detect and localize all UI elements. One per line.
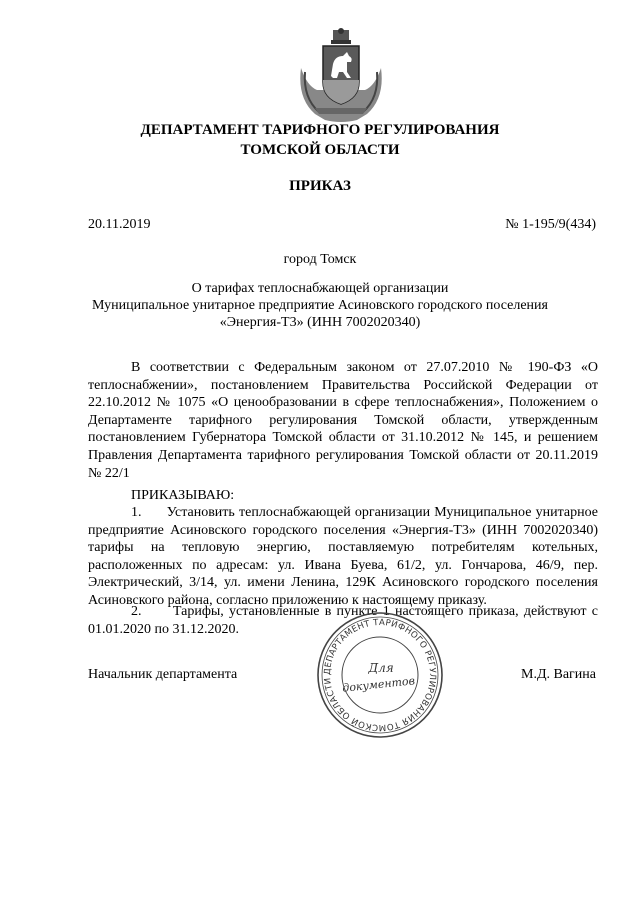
order-item-1: 1. Установить теплоснабжающей организации Муниципальное унитарное предприятие Асиновского городского поселения «Энергия-Т3» (ИНН 7002020340) тарифы на тепловую энергию, поставляемую потребителям котельных, расположенных по адресам: ул. Ивана Буева, 61/2, ул. Гончарова, 46/9, пер. Электрический, 3/14, ул. имени Ленина, 129К Асиновского городского поселения Асиновского района, согласно приложению к настоящему приказу. [88,505,598,608]
subject-line2: Муниципальное унитарное предприятие Асиновского городского поселения [92,298,548,313]
subject-line3: «Энергия-Т3» (ИНН 7002020340) [219,315,421,330]
subject-line1: О тарифах теплоснабжающей организации [191,281,449,296]
stamp-center-line1: Для [368,661,394,675]
stamp-ring-text: ДЕПАРТАМЕНТ ТАРИФНОГО РЕГУЛИРОВАНИЯ ТОМСКОЙ ОБЛАСТИ [322,617,438,733]
signatory-name: М.Д. Вагина [521,667,596,682]
signatory-position: Начальник департамента [88,667,238,682]
stamp-center-line2: документов [341,674,416,695]
svg-text:ДЕПАРТАМЕНТ ТАРИФНОГО РЕГУЛИРО [323,618,437,732]
document-type: ПРИКАЗ [289,178,351,194]
department-name-line2: ТОМСКОЙ ОБЛАСТИ [240,142,400,158]
coat-of-arms-emblem [295,28,387,124]
preamble-paragraph: В соответствии с Федеральным законом от 27.07.2010 № 190-ФЗ «О теплоснабжении», постановлением Правительства Российской Федерации от 22.10.2012 № 1075 «О ценообразовании в сфере теплоснабжения», Положением о Департаменте тарифного регулирования Томской области, утвержденным постановлением Губернатора Томской области от 31.10.2012 № 145, и решением Правления Департамента тарифного регулирования Томской области от 20.11.2019 № 22/1 [88,360,598,481]
order-word: ПРИКАЗЫВАЮ: [131,488,235,503]
city: город Томск [283,252,357,267]
order-item-2: 2. Тарифы, установленные в пункте 1 настоящего приказа, действуют с 01.01.2020 по 31.12.2020. [88,604,598,637]
document-date: 20.11.2019 [88,217,151,232]
department-name-line1: ДЕПАРТАМЕНТ ТАРИФНОГО РЕГУЛИРОВАНИЯ [140,122,500,138]
document-number: № 1-195/9(434) [505,217,596,232]
official-stamp [315,610,445,740]
